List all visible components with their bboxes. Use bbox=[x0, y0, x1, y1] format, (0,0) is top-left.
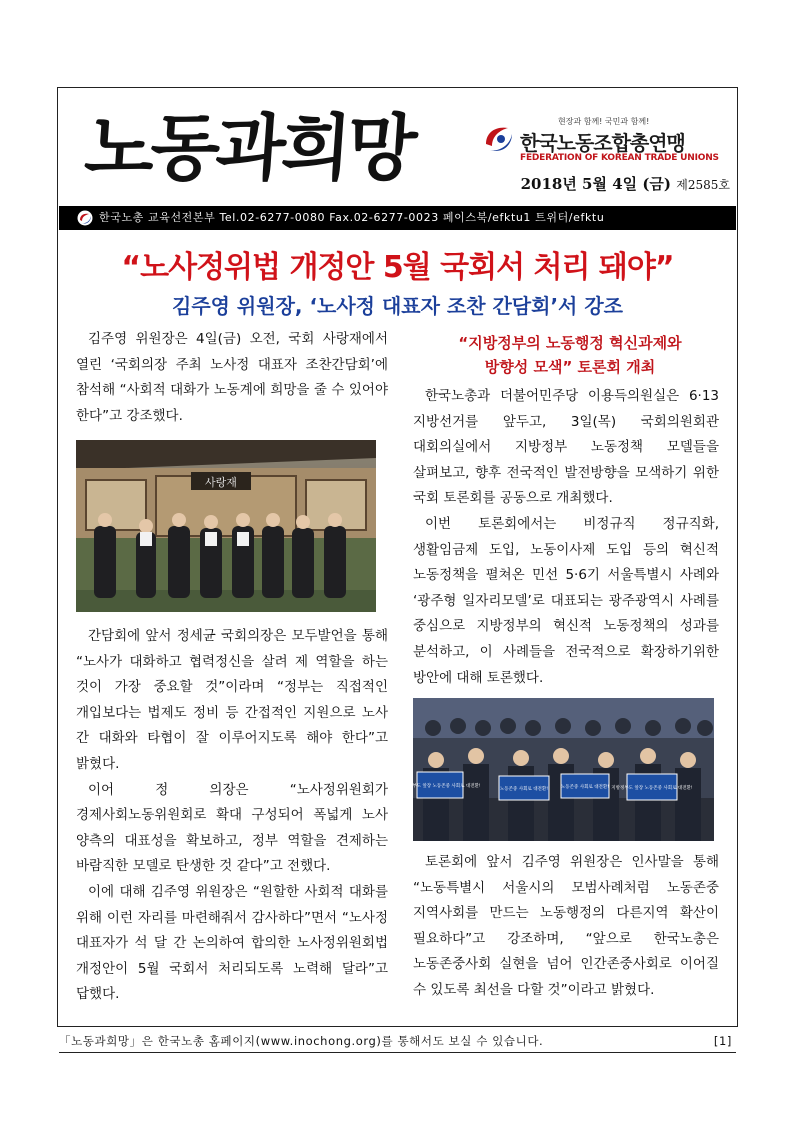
main-headline: “노사정위법 개정안 5월 국회서 처리 돼야” bbox=[121, 250, 674, 285]
org-name-english: FEDERATION OF KOREAN TRADE UNIONS bbox=[520, 153, 719, 163]
placard-text-4: 지방정부도 앞장 노동존중 사회로 대전환! bbox=[611, 786, 693, 791]
issue-number: 제2585호 bbox=[676, 178, 730, 192]
side-article-closing bbox=[413, 850, 719, 1004]
newsletter-title: 노동과희망 bbox=[82, 105, 416, 190]
side-paragraph-1: 한국노총과 더불어민주당 이용득의원실은 6·13 지방선거를 앞두고, 3일(목) 국회의원회관 대회의실에서 지방정부 노동정책 모델들을 살펴보고, 향후 전국적인 발전방향을 모색하기 위한 국회 토론회를 공동으로 개최했다. bbox=[413, 388, 719, 507]
body-paragraph-2: 이어 정 의장은 “노사정위원회가 경제사회노동위원회로 확대 구성되어 폭넓게 노사 양측의 대표성을 확보하고, 정부 역할을 견제하는 바람직한 모델로 탄생한 것 같다”고 전했다. bbox=[76, 781, 388, 875]
meeting-photo bbox=[76, 440, 376, 612]
side-title-line-1: “지방정부의 노동행정 혁신과제와 bbox=[458, 334, 682, 352]
page-number: [1] bbox=[713, 1034, 732, 1048]
issue-info bbox=[480, 173, 730, 194]
main-subheadline: 김주영 위원장, ‘노사정 대표자 조찬 간담회’서 강조 bbox=[172, 294, 623, 318]
placard-text-2: 노동존중 사회로 대전환! bbox=[499, 787, 549, 792]
side-title-line-2: 방향성 모색” 토론회 개최 bbox=[484, 358, 656, 376]
contact-bar bbox=[59, 206, 736, 230]
intro-paragraph: 김주영 위원장은 4일(금) 오전, 국회 사랑재에서 열린 ‘국회의장 주최 노사정 대표자 조찬간담회’에 참석해 “사회적 대화가 노동계에 희망을 줄 수 있어야 한다”고 강조했다. bbox=[76, 331, 388, 424]
article-body bbox=[76, 624, 388, 1008]
side-closing-paragraph: 토론회에 앞서 김주영 위원장은 인사말을 통해 “노동특별시 서울시의 모범사례처럼 노동존중 지역사회를 만드는 노동행정의 다른지역 확산이 필요하다”고 강조하며, “앞으로 한국노총은 노동존중사회 실현을 넘어 인간존중사회로 이어질 수 있도록 최선을 다할 것”이라고 밝혔다. bbox=[413, 854, 719, 998]
contact-text: 한국노총 교육선전본부 Tel.02-6277-0080 Fax.02-6277-0023 페이스북/efktu1 트위터/efktu bbox=[99, 211, 605, 224]
placard-text-1: 지방정부도 앞장 노동존중 사회로 대전환! bbox=[399, 784, 481, 789]
footer-text: 「노동과희망」은 한국노총 홈페이지(www.inochong.org)를 통해서도 보실 수 있습니다. bbox=[59, 1034, 544, 1048]
page-footer bbox=[59, 1030, 736, 1053]
org-tagline: 현장과 함께! 국민과 함께! bbox=[558, 117, 650, 126]
body-paragraph-3: 이에 대해 김주영 위원장은 “원할한 사회적 대화를 위해 이런 자리를 마련해줘서 감사하다”면서 “노사정 대표자가 석 달 간 논의하여 합의한 노사정위원회법 개정안이 5월 국회서 처리되도록 노력해 달라”고 답했다. bbox=[76, 883, 388, 1003]
sign-text: 사랑재 bbox=[205, 476, 237, 489]
org-name: 한국노동조합총연맹 bbox=[520, 131, 685, 155]
placard-text-3: 노동존중 사회로 대전환! bbox=[560, 785, 610, 790]
side-article-title bbox=[410, 331, 730, 379]
body-paragraph-1: 간담회에 앞서 정세균 국회의장은 모두발언을 통해 “노사가 대화하고 협력정신을 살려 제 역할을 하는 것이 가장 중요할 것”이라며 “정부는 직접적인 개입보다는 법제도 정비 등 간접적인 지원으로 노사 간 대화와 타협이 잘 이루어지도록 해야 한다”고 밝혔다. bbox=[76, 628, 388, 772]
fktu-emblem-icon bbox=[482, 122, 516, 156]
forum-photo bbox=[399, 698, 714, 841]
side-paragraph-2: 이번 토론회에서는 비정규직 정규직화, 생활임금제 도입, 노동이사제 도입 등의 혁신적 노동정책을 펼쳐온 민선 5·6기 서울특별시 사례와 ‘광주형 일자리모델’로 대표되는 광주광역시 사례를 중심으로 지방정부의 혁신적 노동정책의 성과를 분석하고, 이 사례들을 전국적으로 확장하기위한 방안에 대해 토론했다. bbox=[413, 515, 719, 686]
fktu-small-emblem-icon bbox=[77, 210, 93, 226]
article-intro bbox=[76, 327, 388, 429]
side-article-body bbox=[413, 384, 719, 691]
issue-date: 2018년 5월 4일 (금) bbox=[520, 175, 672, 193]
